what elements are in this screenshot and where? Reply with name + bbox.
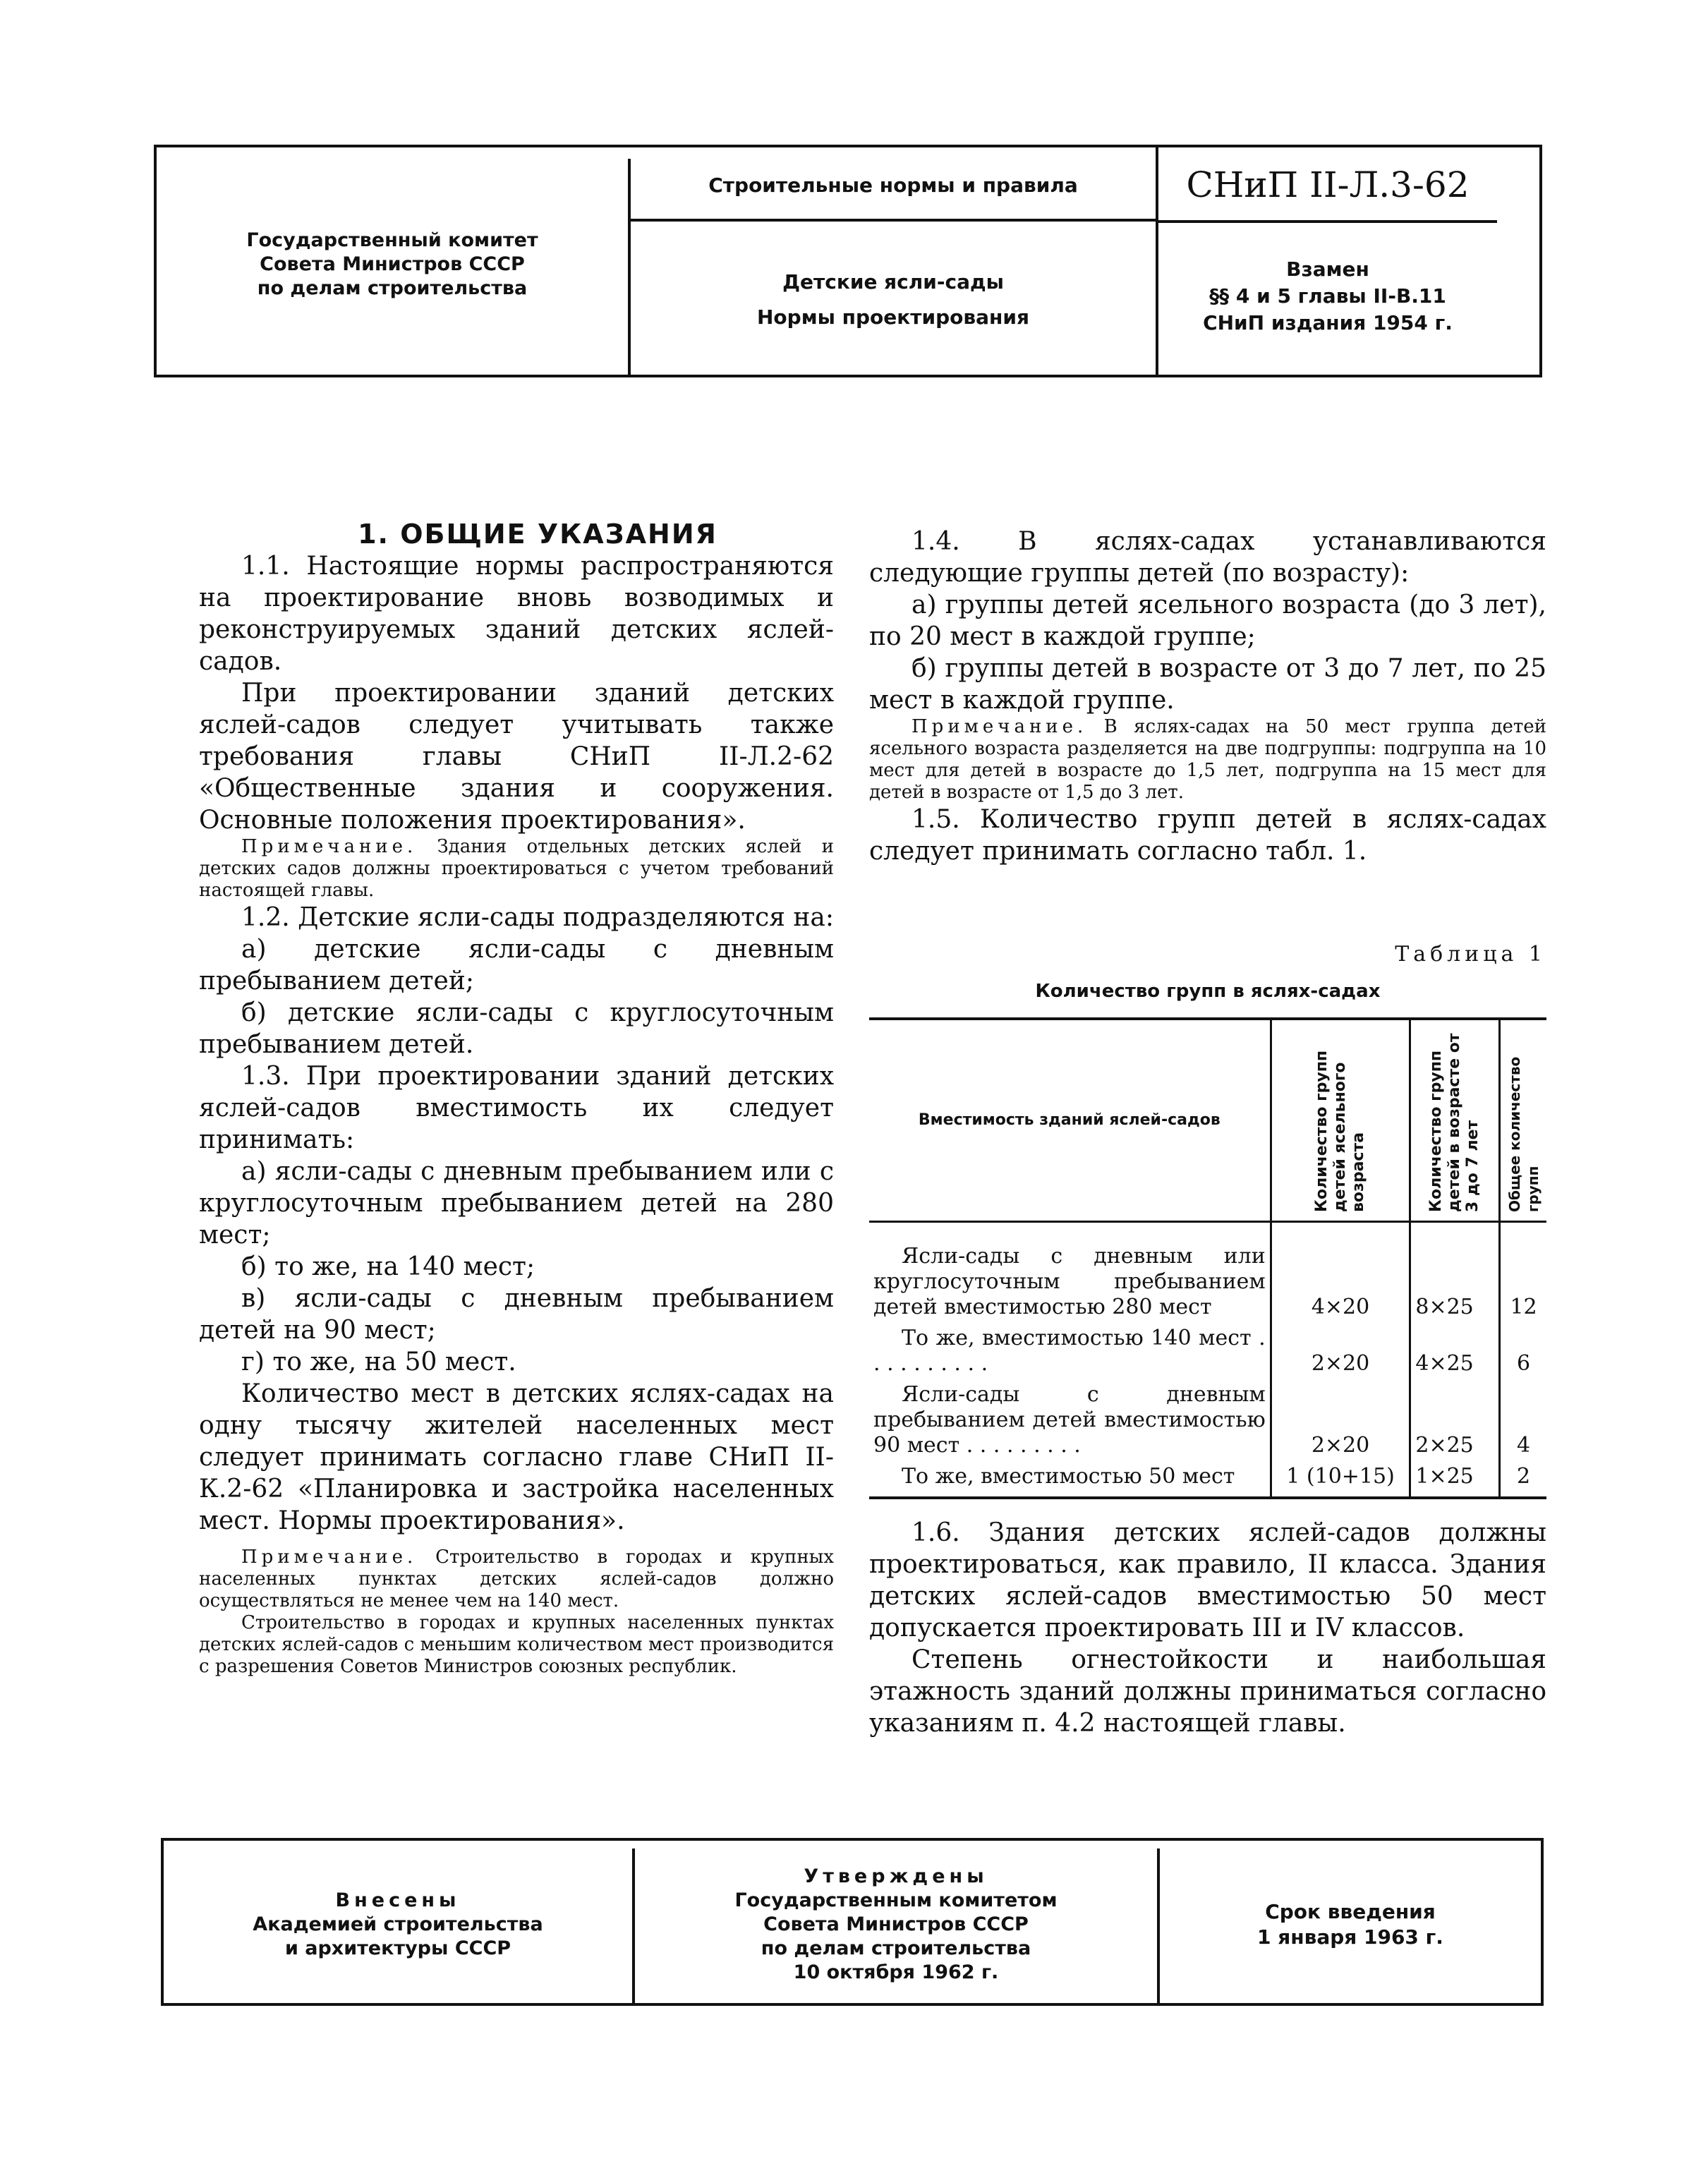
note-3-text: В яслях-садах на 50 мест группа детей ясельного возраста разделяется на две подгруппы: подгруппа на 10 мест для детей в возрасте до 1,5 лет, подгруппа на 15 мест для детей в возрасте от 1,5 до 3 лет. (869, 716, 1546, 803)
header-title (631, 247, 1156, 353)
note-1 (199, 836, 834, 902)
left-column (199, 519, 834, 1678)
approved-line-1: Государственным комитетом (734, 1889, 1058, 1911)
para-1-5: 1.5. Количество групп детей в яслях-садах следует принимать согласно табл. 1. (869, 805, 1546, 866)
row-4-nursery: 1 (10+15) (1271, 1461, 1410, 1496)
row-1-total: 12 (1500, 1221, 1546, 1323)
table-row (869, 1221, 1546, 1323)
approved-line-2: Совета Министров СССР (763, 1913, 1029, 1935)
note-2-text: Строительство в городах и крупных населенных пунктах детских яслей-садов должно осуществляться не менее чем на 140 мест. (199, 1547, 835, 1611)
row-3-total: 4 (1500, 1379, 1546, 1461)
effective-date: 1 января 1963 г. (1257, 1925, 1443, 1949)
effective-label: Срок введения (1265, 1899, 1436, 1923)
approved-label: Утверждены (804, 1865, 988, 1887)
table-title: Количество групп в яслях-садах (1035, 981, 1381, 1002)
row-4-older: 1×25 (1410, 1461, 1500, 1496)
note-3-label: Примечание. (911, 716, 1088, 737)
para-1-3b: б) то же, на 140 мест; (241, 1252, 535, 1281)
footer-effective (1160, 1845, 1541, 2004)
para-1-3d: г) то же, на 50 мест. (241, 1348, 516, 1377)
row-2-total: 6 (1500, 1323, 1546, 1379)
approved-line-4: 10 октября 1962 г. (793, 1961, 999, 1983)
para-1-4a: а) группы детей ясельного возраста (до 3 лет), по 20 мест в каждой группе; (869, 591, 1546, 651)
row-4-name: То же, вместимостью 50 мест (902, 1463, 1235, 1489)
th-total (1500, 1020, 1546, 1221)
row-1-older: 8×25 (1410, 1221, 1500, 1323)
para-1-1b: При проектировании зданий детских яслей-садов следует учитывать также требования главы СНиП II-Л.2-62 «Общественные здания и сооружения. Основные положения проектирования». (199, 679, 834, 835)
para-1-3a: а) ясли-сады с дневным пребыванием или с круглосуточным пребыванием детей на 280 мест; (199, 1157, 834, 1250)
table-label: Таблица 1 (1395, 942, 1546, 967)
note-1-label: Примечание. (241, 836, 418, 857)
doc-type-text: Строительные нормы и правила (708, 174, 1078, 197)
row-2-nursery: 2×20 (1271, 1323, 1410, 1379)
table-row (869, 1323, 1546, 1379)
para-1-6: 1.6. Здания детских яслей-садов должны проектироваться, как правило, II класса. Здания детских яслей-садов вместимостью 50 мест допускается проектировать III и IV классов. (869, 1518, 1546, 1642)
header-hdivider-right (1158, 220, 1497, 223)
table-row (869, 1379, 1546, 1461)
authority-line-2: Совета Министров СССР (260, 253, 525, 275)
introduced-line-1: Академией строительства (253, 1913, 543, 1935)
th-nursery (1271, 1020, 1410, 1221)
row-2-name: То же, вместимостью 140 мест . . . . . . . . . . (873, 1325, 1266, 1376)
table-1 (869, 1017, 1546, 1499)
para-1-3c: в) ясли-сады с дневным пребыванием детей на 90 мест; (199, 1284, 834, 1345)
replaces-line-2: §§ 4 и 5 главы II-В.11 (1209, 284, 1446, 308)
approved-line-3: по делам строительства (761, 1937, 1031, 1959)
note-2 (199, 1547, 834, 1612)
para-1-2: 1.2. Детские ясли-сады подразделяются на: (241, 903, 835, 932)
right-column-bottom (869, 1517, 1546, 1739)
th-capacity-text: Вместимость зданий яслей-садов (918, 1111, 1221, 1129)
row-2-older: 4×25 (1410, 1323, 1500, 1379)
footer-approved (635, 1845, 1157, 2004)
th-nursery-text: Количество групп детей ясельного возраста (1313, 1050, 1368, 1212)
replaces-line-3: СНиП издания 1954 г. (1203, 311, 1453, 334)
note-1-text: Здания отдельных детских яслей и детских садов должны проектироваться с учетом требований настоящей главы. (199, 836, 834, 901)
header-hdivider-mid (628, 219, 1158, 222)
title-line-2: Нормы проектирования (757, 305, 1029, 329)
row-4-total: 2 (1500, 1461, 1546, 1496)
table-row (869, 1461, 1546, 1496)
introduced-line-2: и архитектуры СССР (284, 1937, 511, 1959)
th-older-text: Количество групп детей в возрасте от 3 до 7 лет (1427, 1033, 1482, 1212)
header-code (1158, 150, 1497, 220)
para-1-6b: Степень огнестойкости и наибольшая этажность зданий должны приниматься согласно указаниям п. 4.2 настоящей главы. (869, 1645, 1546, 1738)
right-column-top (869, 526, 1546, 867)
note-2-label: Примечание. (241, 1547, 418, 1568)
row-3-name: Ясли-сады с дневным пребыванием детей вместимостью 90 мест . . . . . . . . . (873, 1381, 1266, 1458)
row-1-name: Ясли-сады с дневным или круглосуточным пребыванием детей вместимостью 280 мест (873, 1243, 1266, 1319)
para-1-1: 1.1. Настоящие нормы распространяются на проектирование вновь возводимых и реконструируемых зданий детских яслей-садов. (199, 552, 834, 676)
header-replaces (1158, 243, 1497, 349)
para-1-4: 1.4. В яслях-садах устанавливаются следующие группы детей (по возрасту): (869, 527, 1546, 588)
table-1-grid (869, 1020, 1546, 1496)
th-total-text: Общее количество групп (1506, 1056, 1542, 1212)
table-header-row (869, 1020, 1546, 1221)
section-heading: 1. ОБЩИЕ УКАЗАНИЯ (358, 519, 717, 550)
code-text: СНиП II-Л.3-62 (1186, 164, 1470, 205)
para-1-2a: а) детские ясли-сады с дневным пребыванием детей; (199, 935, 834, 996)
header-doc-type (631, 152, 1156, 219)
para-1-4b: б) группы детей в возрасте от 3 до 7 лет, по 25 мест в каждой группе. (869, 654, 1546, 715)
authority-line-1: Государственный комитет (246, 229, 538, 251)
para-1-2b: б) детские ясли-сады с круглосуточным пребыванием детей. (199, 998, 834, 1059)
authority-line-3: по делам строительства (257, 277, 528, 299)
note-3 (869, 716, 1546, 804)
footer-introduced (164, 1845, 632, 2004)
introduced-label: Внесены (335, 1889, 461, 1911)
para-1-3e: Количество мест в детских яслях-садах на одну тысячу жителей населенных мест следует принимать согласно главе СНиП II-К.2-62 «Планировка и застройка населенных мест. Нормы проектирования». (199, 1379, 834, 1535)
row-1-nursery: 4×20 (1271, 1221, 1410, 1323)
row-3-nursery: 2×20 (1271, 1379, 1410, 1461)
title-line-1: Детские ясли-сады (782, 270, 1004, 294)
th-older (1410, 1020, 1500, 1221)
note-2b: Строительство в городах и крупных населенных пунктах детских яслей-садов с меньшим количеством мест производится с разрешения Советов Министров союзных республик. (199, 1612, 834, 1677)
para-1-3: 1.3. При проектировании зданий детских яслей-садов вместимость их следует принимать: (199, 1062, 834, 1154)
th-capacity (869, 1020, 1271, 1221)
replaces-line-1: Взамен (1286, 258, 1369, 281)
row-3-older: 2×25 (1410, 1379, 1500, 1461)
header-authority (157, 152, 628, 377)
